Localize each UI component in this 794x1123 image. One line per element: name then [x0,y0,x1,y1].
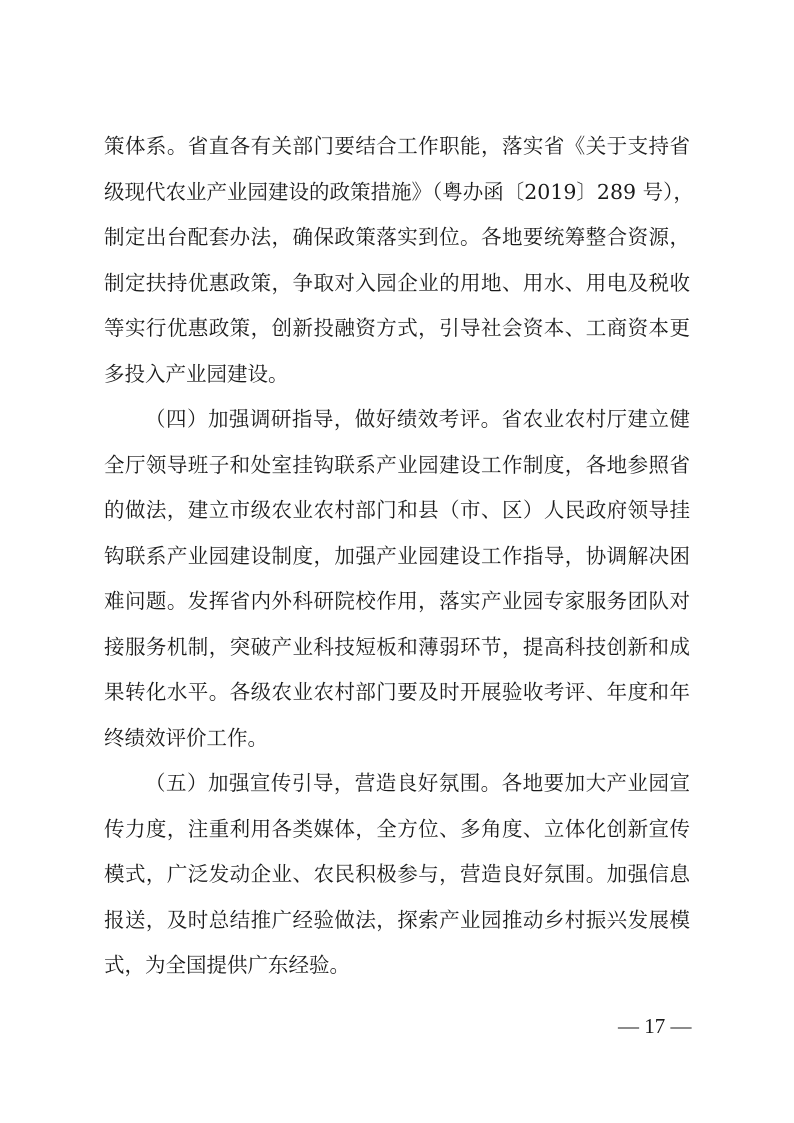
text-line: 果转化水平。各级农业农村部门要及时开展验收考评、年度和年 [104,680,690,704]
text-line: 的做法，建立市级农业农村部门和县（市、区）人民政府领导挂 [104,498,690,522]
body-text [104,124,694,989]
text-line: 传力度，注重利用各类媒体，全方位、多角度、立体化创新宣传 [104,816,690,841]
text-line: 制定扶持优惠政策，争取对入园企业的用地、用水、用电及税收 [104,270,690,295]
text-line: 全厅领导班子和处室挂钩联系产业园建设工作制度，各地参照省 [104,452,690,477]
text-line: 钩联系产业园建设制度，加强产业园建设工作指导，协调解决困 [104,543,690,568]
text-line: 接服务机制，突破产业科技短板和薄弱环节，提高科技创新和成 [104,634,690,659]
text-line: 等实行优惠政策，创新投融资方式，引导社会资本、工商资本更 [104,316,690,340]
paragraph-section-five [104,761,690,989]
text-line: 策体系。省直各有关部门要结合工作职能，落实省《关于支持省 [104,134,690,158]
text-line: 制定出台配套办法，确保政策落实到位。各地要统筹整合资源， [104,225,690,249]
text-line: 模式，广泛发动企业、农民积极参与，营造良好氛围。加强信息 [104,862,690,886]
paragraph-section-four [104,397,690,761]
text-line: 终绩效评价工作。 [104,725,268,750]
section-heading-line: （五）加强宣传引导，营造良好氛围。各地要加大产业园宣 [145,771,690,795]
page-number: — 17 — [618,1014,692,1038]
paragraph-policy-system [104,124,694,397]
text-line: 难问题。发挥省内外科研院校作用，落实产业园专家服务团队对 [104,589,690,613]
section-heading-line: （四）加强调研指导，做好绩效考评。省农业农村厅建立健 [145,407,690,431]
text-line: 多投入产业园建设。 [104,361,289,386]
text-line: 式，为全国提供广东经验。 [104,953,350,977]
text-line: 级现代农业产业园建设的政策措施》（粤办函〔2019〕289 号）， [104,179,694,204]
text-line: 报送，及时总结推广经验做法，探索产业园推动乡村振兴发展模 [104,907,690,932]
